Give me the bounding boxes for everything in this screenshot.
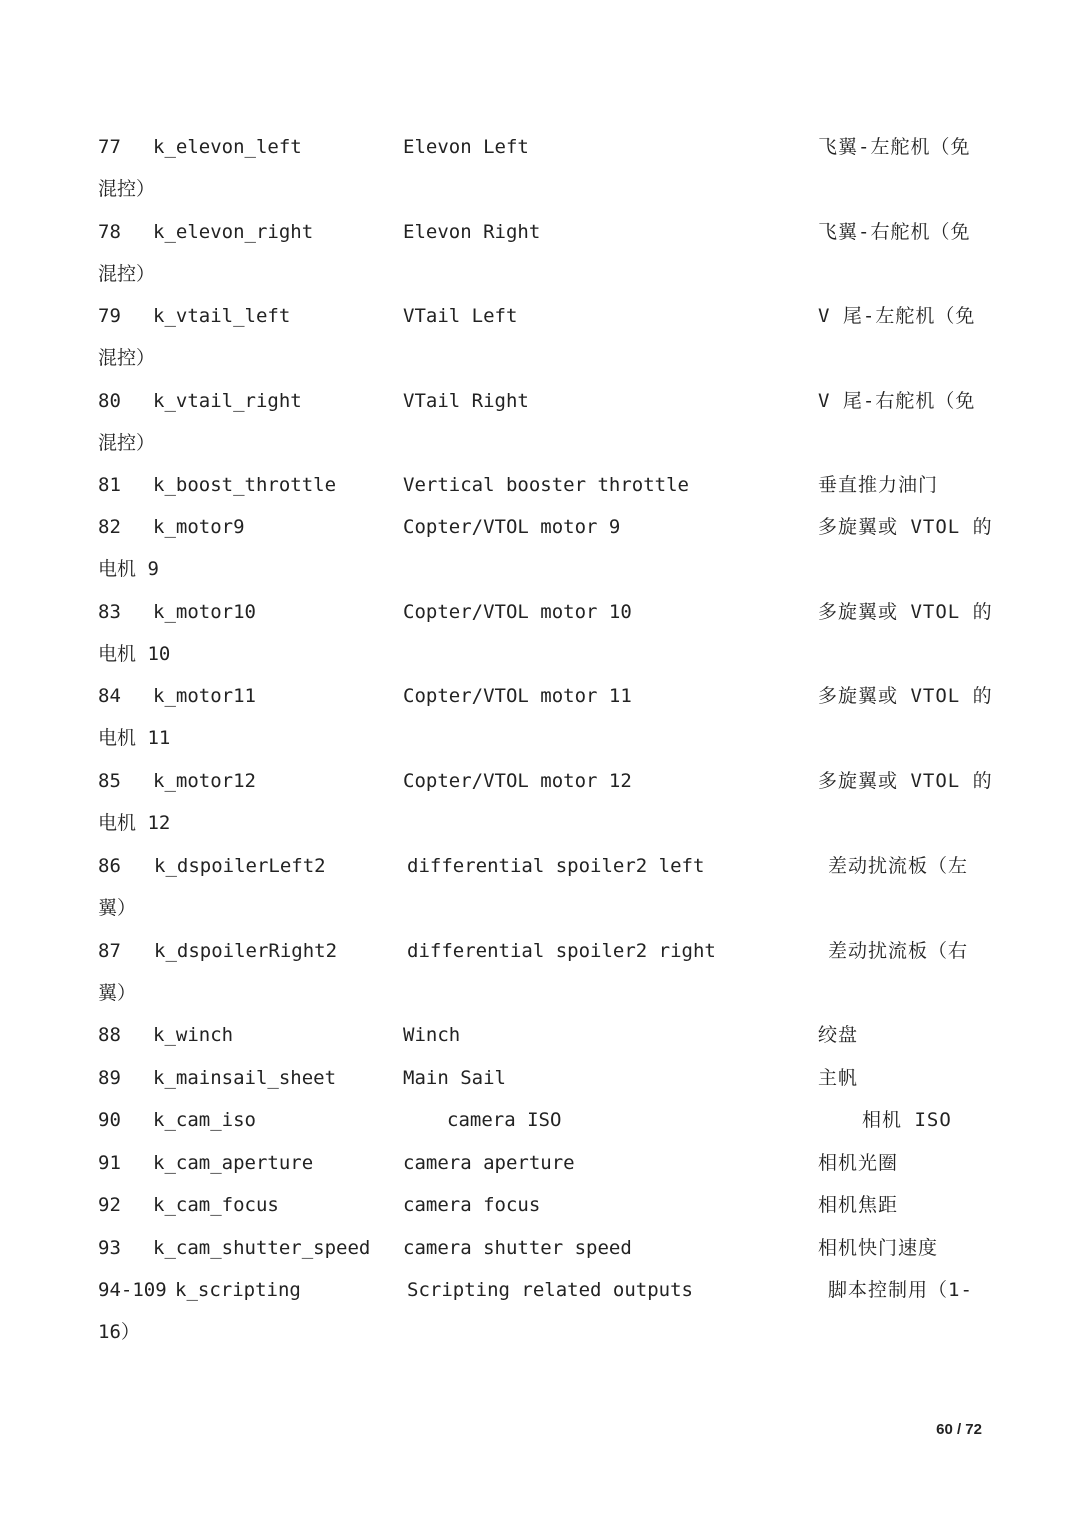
row-chinese-description: 飞翼-左舵机（免: [818, 136, 971, 158]
table-row: [0, 126, 1080, 210]
table-row: [0, 1184, 1080, 1226]
row-continuation-line: [0, 253, 1080, 295]
row-key: k_cam_shutter_speed: [153, 1237, 371, 1259]
row-chinese-description: 垂直推力油门: [818, 474, 939, 496]
row-key: k_cam_focus: [153, 1194, 279, 1216]
row-line: [0, 1014, 1080, 1056]
table-row: [0, 1269, 1080, 1353]
table-row: [0, 211, 1080, 295]
row-continuation-line: [0, 633, 1080, 675]
row-continuation-line: [0, 972, 1080, 1014]
row-line: [0, 1057, 1080, 1099]
row-chinese-description: 多旋翼或 VTOL 的: [818, 601, 993, 623]
table-row: [0, 1227, 1080, 1269]
row-line: [0, 380, 1080, 422]
row-chinese-description: 多旋翼或 VTOL 的: [818, 685, 993, 707]
row-chinese-description: 差动扰流板（左: [828, 855, 969, 877]
page-number: 60 / 72: [936, 1421, 982, 1438]
row-number: 86: [98, 855, 121, 877]
row-number: 90: [98, 1109, 121, 1131]
row-key: k_motor10: [153, 601, 256, 623]
row-number: 87: [98, 940, 121, 962]
row-line: [0, 506, 1080, 548]
row-chinese-description: 多旋翼或 VTOL 的: [818, 516, 993, 538]
row-chinese-continuation: 混控）: [98, 178, 156, 200]
row-key: k_mainsail_sheet: [153, 1067, 337, 1089]
row-chinese-continuation: 翼）: [98, 897, 137, 919]
row-description: camera aperture: [403, 1152, 575, 1174]
row-number: 89: [98, 1067, 121, 1089]
table-row: [0, 930, 1080, 1014]
row-chinese-description: 相机光圈: [818, 1152, 899, 1174]
row-number: 94-109: [98, 1279, 167, 1301]
row-number: 83: [98, 601, 121, 623]
row-number: 82: [98, 516, 121, 538]
row-key: k_cam_aperture: [153, 1152, 314, 1174]
table-row: [0, 380, 1080, 464]
row-key: k_vtail_left: [153, 305, 291, 327]
row-chinese-description: V 尾-右舵机（免: [818, 390, 976, 412]
table-row: [0, 1099, 1080, 1141]
row-chinese-continuation: 16）: [98, 1321, 140, 1343]
row-description: Elevon Right: [403, 221, 541, 243]
row-number: 92: [98, 1194, 121, 1216]
row-description: Copter/VTOL motor 12: [403, 770, 632, 792]
row-line: [0, 464, 1080, 506]
row-number: 79: [98, 305, 121, 327]
row-chinese-continuation: 混控）: [98, 432, 156, 454]
row-description: Winch: [403, 1024, 461, 1046]
row-chinese-description: 绞盘: [818, 1024, 859, 1046]
row-line: [0, 760, 1080, 802]
row-line: [0, 1099, 1080, 1141]
row-number: 81: [98, 474, 121, 496]
row-continuation-line: [0, 168, 1080, 210]
row-key: k_motor9: [153, 516, 245, 538]
table-row: [0, 760, 1080, 844]
row-chinese-continuation: 电机 12: [98, 812, 171, 834]
row-continuation-line: [0, 1311, 1080, 1353]
row-description: Copter/VTOL motor 9: [403, 516, 621, 538]
table-row: [0, 845, 1080, 929]
row-chinese-description: 主帆: [818, 1067, 859, 1089]
row-description: Vertical booster throttle: [403, 474, 689, 496]
row-chinese-description: 相机快门速度: [818, 1237, 939, 1259]
row-key: k_elevon_left: [153, 136, 302, 158]
row-description: camera focus: [403, 1194, 541, 1216]
table-row: [0, 1142, 1080, 1184]
row-key: k_vtail_right: [153, 390, 302, 412]
row-description: Copter/VTOL motor 10: [403, 601, 632, 623]
row-description: differential spoiler2 right: [407, 940, 716, 962]
row-description: VTail Right: [403, 390, 529, 412]
row-description: Copter/VTOL motor 11: [403, 685, 632, 707]
row-chinese-continuation: 翼）: [98, 982, 137, 1004]
row-key: k_boost_throttle: [153, 474, 337, 496]
row-chinese-description: 飞翼-右舵机（免: [818, 221, 971, 243]
row-chinese-description: 多旋翼或 VTOL 的: [818, 770, 993, 792]
row-line: [0, 1184, 1080, 1226]
row-description: VTail Left: [403, 305, 518, 327]
row-key: k_dspoilerRight2: [154, 940, 338, 962]
table-row: [0, 591, 1080, 675]
row-continuation-line: [0, 717, 1080, 759]
row-description: Scripting related outputs: [407, 1279, 693, 1301]
row-description: Main Sail: [403, 1067, 506, 1089]
row-description: differential spoiler2 left: [407, 855, 705, 877]
row-continuation-line: [0, 802, 1080, 844]
row-line: [0, 295, 1080, 337]
row-chinese-description: 相机 ISO: [862, 1109, 952, 1131]
row-chinese-description: 差动扰流板（右: [828, 940, 969, 962]
row-key: k_dspoilerLeft2: [154, 855, 326, 877]
row-number: 85: [98, 770, 121, 792]
row-chinese-description: 脚本控制用（1-: [828, 1279, 973, 1301]
row-continuation-line: [0, 548, 1080, 590]
row-key: k_scripting: [175, 1279, 301, 1301]
row-line: [0, 1227, 1080, 1269]
row-description: Elevon Left: [403, 136, 529, 158]
row-line: [0, 211, 1080, 253]
row-key: k_motor12: [153, 770, 256, 792]
row-number: 80: [98, 390, 121, 412]
row-key: k_winch: [153, 1024, 234, 1046]
row-chinese-continuation: 电机 9: [98, 558, 159, 580]
row-number: 88: [98, 1024, 121, 1046]
row-number: 84: [98, 685, 121, 707]
row-line: [0, 591, 1080, 633]
row-chinese-continuation: 电机 11: [98, 727, 171, 749]
table-row: [0, 1014, 1080, 1056]
row-line: [0, 126, 1080, 168]
row-continuation-line: [0, 887, 1080, 929]
row-key: k_motor11: [153, 685, 256, 707]
row-number: 91: [98, 1152, 121, 1174]
row-continuation-line: [0, 337, 1080, 379]
table-row: [0, 464, 1080, 506]
row-chinese-continuation: 混控）: [98, 263, 156, 285]
row-number: 77: [98, 136, 121, 158]
row-line: [0, 845, 1080, 887]
row-chinese-continuation: 电机 10: [98, 643, 171, 665]
row-line: [0, 675, 1080, 717]
row-chinese-description: 相机焦距: [818, 1194, 899, 1216]
row-description: camera ISO: [447, 1109, 562, 1131]
row-chinese-description: V 尾-左舵机（免: [818, 305, 976, 327]
row-number: 93: [98, 1237, 121, 1259]
row-continuation-line: [0, 422, 1080, 464]
table-row: [0, 675, 1080, 759]
row-description: camera shutter speed: [403, 1237, 632, 1259]
row-line: [0, 930, 1080, 972]
row-key: k_elevon_right: [153, 221, 314, 243]
row-chinese-continuation: 混控）: [98, 347, 156, 369]
row-number: 78: [98, 221, 121, 243]
table-row: [0, 506, 1080, 590]
row-key: k_cam_iso: [153, 1109, 256, 1131]
table-row: [0, 1057, 1080, 1099]
row-line: [0, 1142, 1080, 1184]
row-line: [0, 1269, 1080, 1311]
table-row: [0, 295, 1080, 379]
